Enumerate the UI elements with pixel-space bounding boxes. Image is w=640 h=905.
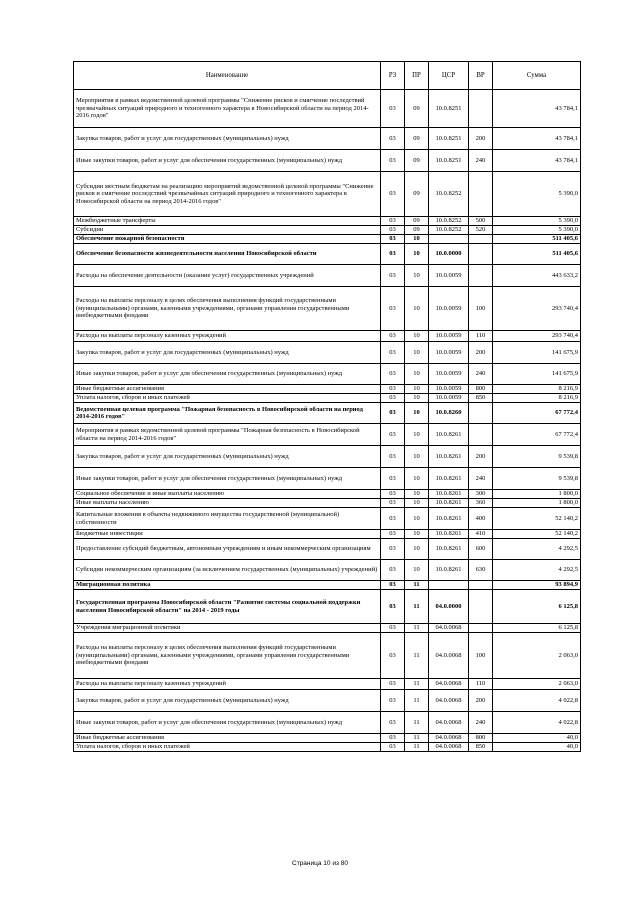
cell-rz: 03 bbox=[381, 244, 405, 265]
table-row bbox=[74, 590, 581, 624]
cell-sum: 40,0 bbox=[493, 743, 581, 752]
cell-vr: 100 bbox=[469, 633, 493, 679]
cell-name: Уплата налогов, сборов и иных платежей bbox=[74, 743, 381, 752]
cell-csr: 10.0.0059 bbox=[429, 364, 469, 385]
cell-pr: 10 bbox=[405, 530, 429, 539]
cell-vr bbox=[469, 581, 493, 590]
cell-rz: 03 bbox=[381, 690, 405, 712]
cell-name: Иные бюджетные ассигнования bbox=[74, 385, 381, 394]
table-row bbox=[74, 385, 581, 394]
cell-csr: 04.0.0068 bbox=[429, 743, 469, 752]
header-name: Наименование bbox=[74, 62, 381, 90]
cell-vr: 100 bbox=[469, 287, 493, 331]
cell-sum: 293 740,4 bbox=[493, 331, 581, 342]
cell-rz: 03 bbox=[381, 364, 405, 385]
cell-pr: 10 bbox=[405, 394, 429, 403]
cell-pr: 10 bbox=[405, 364, 429, 385]
cell-rz: 03 bbox=[381, 581, 405, 590]
cell-rz: 03 bbox=[381, 743, 405, 752]
cell-name: Субсидии bbox=[74, 226, 381, 235]
cell-pr: 10 bbox=[405, 468, 429, 490]
cell-sum: 511 405,6 bbox=[493, 244, 581, 265]
cell-vr: 240 bbox=[469, 468, 493, 490]
cell-pr: 10 bbox=[405, 560, 429, 581]
cell-name: Закупка товаров, работ и услуг для государственных (муниципальных) нужд bbox=[74, 690, 381, 712]
table-row bbox=[74, 468, 581, 490]
cell-sum: 2 063,0 bbox=[493, 679, 581, 690]
cell-pr: 11 bbox=[405, 690, 429, 712]
cell-rz: 03 bbox=[381, 734, 405, 743]
cell-vr: 600 bbox=[469, 539, 493, 560]
cell-vr bbox=[469, 265, 493, 287]
page-number: Страница 10 из 80 bbox=[292, 860, 348, 867]
cell-name: Расходы на выплаты персоналу в целях обеспечения выполнения функций государственными (муниципальными) органами, казенными учреждениями, органами управления государственными внебюджетными фондами bbox=[74, 633, 381, 679]
cell-csr: 10.0.8260 bbox=[429, 403, 469, 424]
cell-rz: 03 bbox=[381, 539, 405, 560]
cell-csr: 10.0.8261 bbox=[429, 446, 469, 468]
cell-sum: 40,0 bbox=[493, 734, 581, 743]
table-row bbox=[74, 287, 581, 331]
cell-rz: 03 bbox=[381, 265, 405, 287]
table-row bbox=[74, 508, 581, 530]
cell-name: Миграционная политика bbox=[74, 581, 381, 590]
cell-vr: 360 bbox=[469, 499, 493, 508]
table-body bbox=[74, 90, 581, 752]
cell-csr: 10.0.8251 bbox=[429, 128, 469, 150]
cell-vr: 110 bbox=[469, 679, 493, 690]
cell-vr bbox=[469, 403, 493, 424]
cell-csr bbox=[429, 235, 469, 244]
cell-name: Иные закупки товаров, работ и услуг для обеспечения государственных (муниципальных) нужд bbox=[74, 468, 381, 490]
cell-rz: 03 bbox=[381, 530, 405, 539]
cell-pr: 11 bbox=[405, 633, 429, 679]
cell-rz: 03 bbox=[381, 590, 405, 624]
cell-pr: 10 bbox=[405, 244, 429, 265]
cell-vr: 850 bbox=[469, 743, 493, 752]
cell-name: Иные выплаты населению bbox=[74, 499, 381, 508]
cell-csr: 10.0.8261 bbox=[429, 560, 469, 581]
cell-sum: 43 784,1 bbox=[493, 128, 581, 150]
cell-name: Мероприятия в рамках ведомственной целевой программы "Пожарная безопасность в Новосибирской области на период 2014-2016 годов" bbox=[74, 424, 381, 446]
cell-vr bbox=[469, 244, 493, 265]
table-row bbox=[74, 424, 581, 446]
table-row bbox=[74, 560, 581, 581]
table-row bbox=[74, 235, 581, 244]
cell-name: Государственная программа Новосибирской области "Развитие системы социальной поддержки населения Новосибирской области" на 2014 - 2019 годы bbox=[74, 590, 381, 624]
cell-sum: 2 063,0 bbox=[493, 633, 581, 679]
cell-vr: 410 bbox=[469, 530, 493, 539]
table-row bbox=[74, 331, 581, 342]
table-row bbox=[74, 90, 581, 128]
cell-pr: 10 bbox=[405, 385, 429, 394]
cell-csr: 10.0.8251 bbox=[429, 150, 469, 172]
cell-sum: 5 390,0 bbox=[493, 172, 581, 217]
header-sum: Сумма bbox=[493, 62, 581, 90]
table-row bbox=[74, 743, 581, 752]
cell-rz: 03 bbox=[381, 235, 405, 244]
cell-name: Обеспечение пожарной безопасности bbox=[74, 235, 381, 244]
cell-pr: 11 bbox=[405, 712, 429, 734]
cell-rz: 03 bbox=[381, 499, 405, 508]
cell-rz: 03 bbox=[381, 712, 405, 734]
cell-rz: 03 bbox=[381, 217, 405, 226]
cell-vr: 500 bbox=[469, 217, 493, 226]
cell-pr: 09 bbox=[405, 226, 429, 235]
cell-sum: 5 390,0 bbox=[493, 217, 581, 226]
table-row bbox=[74, 446, 581, 468]
cell-pr: 11 bbox=[405, 679, 429, 690]
cell-sum: 141 675,9 bbox=[493, 342, 581, 364]
cell-vr bbox=[469, 172, 493, 217]
cell-rz: 03 bbox=[381, 679, 405, 690]
table-row bbox=[74, 128, 581, 150]
cell-name: Субсидии некоммерческим организациям (за исключением государственных (муниципальных) учреждений) bbox=[74, 560, 381, 581]
cell-pr: 10 bbox=[405, 499, 429, 508]
cell-sum: 6 125,8 bbox=[493, 624, 581, 633]
cell-pr: 10 bbox=[405, 235, 429, 244]
cell-rz: 03 bbox=[381, 385, 405, 394]
cell-pr: 09 bbox=[405, 128, 429, 150]
cell-sum: 141 675,9 bbox=[493, 364, 581, 385]
cell-rz: 03 bbox=[381, 90, 405, 128]
cell-rz: 03 bbox=[381, 508, 405, 530]
cell-name: Закупка товаров, работ и услуг для государственных (муниципальных) нужд bbox=[74, 446, 381, 468]
table-row bbox=[74, 530, 581, 539]
cell-csr: 10.0.8252 bbox=[429, 226, 469, 235]
cell-rz: 03 bbox=[381, 624, 405, 633]
table-row bbox=[74, 490, 581, 499]
cell-pr: 10 bbox=[405, 490, 429, 499]
cell-csr: 04.0.0068 bbox=[429, 712, 469, 734]
cell-sum: 93 894,9 bbox=[493, 581, 581, 590]
cell-csr: 10.0.0059 bbox=[429, 385, 469, 394]
table-row bbox=[74, 226, 581, 235]
cell-csr: 04.0.0068 bbox=[429, 633, 469, 679]
cell-sum: 67 772,4 bbox=[493, 403, 581, 424]
cell-name: Иные закупки товаров, работ и услуг для обеспечения государственных (муниципальных) нужд bbox=[74, 364, 381, 385]
table-row bbox=[74, 712, 581, 734]
table-row bbox=[74, 217, 581, 226]
cell-csr: 10.0.0059 bbox=[429, 331, 469, 342]
cell-name: Предоставление субсидий бюджетным, автономным учреждениям и иным некоммерческим организациям bbox=[74, 539, 381, 560]
cell-rz: 03 bbox=[381, 150, 405, 172]
cell-vr: 240 bbox=[469, 712, 493, 734]
cell-vr: 110 bbox=[469, 331, 493, 342]
cell-vr: 300 bbox=[469, 490, 493, 499]
cell-vr: 630 bbox=[469, 560, 493, 581]
cell-sum: 511 405,6 bbox=[493, 235, 581, 244]
cell-name: Иные бюджетные ассигнования bbox=[74, 734, 381, 743]
cell-vr: 200 bbox=[469, 128, 493, 150]
cell-sum: 52 140,2 bbox=[493, 530, 581, 539]
cell-sum: 4 022,8 bbox=[493, 690, 581, 712]
table-row bbox=[74, 394, 581, 403]
table-row bbox=[74, 539, 581, 560]
cell-pr: 09 bbox=[405, 90, 429, 128]
table-row bbox=[74, 633, 581, 679]
cell-pr: 10 bbox=[405, 539, 429, 560]
cell-vr bbox=[469, 624, 493, 633]
cell-vr: 200 bbox=[469, 446, 493, 468]
cell-csr: 10.0.8252 bbox=[429, 172, 469, 217]
cell-rz: 03 bbox=[381, 403, 405, 424]
header-pr: ПР bbox=[405, 62, 429, 90]
cell-pr: 11 bbox=[405, 624, 429, 633]
cell-sum: 52 140,2 bbox=[493, 508, 581, 530]
cell-sum: 443 633,2 bbox=[493, 265, 581, 287]
cell-pr: 11 bbox=[405, 581, 429, 590]
cell-csr: 10.0.8261 bbox=[429, 499, 469, 508]
cell-csr: 10.0.0059 bbox=[429, 265, 469, 287]
cell-name: Обеспечение безопасности жизнедеятельности населения Новосибирской области bbox=[74, 244, 381, 265]
cell-sum: 5 390,0 bbox=[493, 226, 581, 235]
cell-vr: 400 bbox=[469, 508, 493, 530]
cell-pr: 09 bbox=[405, 217, 429, 226]
cell-name: Учреждения миграционной политики bbox=[74, 624, 381, 633]
cell-vr: 200 bbox=[469, 690, 493, 712]
table-row bbox=[74, 244, 581, 265]
cell-csr: 10.0.0059 bbox=[429, 287, 469, 331]
cell-sum: 4 022,8 bbox=[493, 712, 581, 734]
cell-csr: 10.0.8261 bbox=[429, 490, 469, 499]
cell-name: Уплата налогов, сборов и иных платежей bbox=[74, 394, 381, 403]
cell-sum: 6 125,8 bbox=[493, 590, 581, 624]
table-row bbox=[74, 265, 581, 287]
cell-pr: 10 bbox=[405, 508, 429, 530]
cell-rz: 03 bbox=[381, 394, 405, 403]
cell-rz: 03 bbox=[381, 172, 405, 217]
cell-vr: 240 bbox=[469, 150, 493, 172]
cell-pr: 09 bbox=[405, 172, 429, 217]
header-csr: ЦСР bbox=[429, 62, 469, 90]
cell-sum: 1 800,0 bbox=[493, 499, 581, 508]
table-row bbox=[74, 734, 581, 743]
table-row bbox=[74, 679, 581, 690]
cell-csr: 04.0.0068 bbox=[429, 624, 469, 633]
cell-sum: 8 216,9 bbox=[493, 394, 581, 403]
table-row bbox=[74, 150, 581, 172]
cell-rz: 03 bbox=[381, 331, 405, 342]
cell-csr: 10.0.0059 bbox=[429, 342, 469, 364]
cell-sum: 43 784,1 bbox=[493, 150, 581, 172]
table-row bbox=[74, 624, 581, 633]
cell-name: Закупка товаров, работ и услуг для государственных (муниципальных) нужд bbox=[74, 128, 381, 150]
cell-name: Бюджетные инвестиции bbox=[74, 530, 381, 539]
cell-pr: 11 bbox=[405, 590, 429, 624]
table-row bbox=[74, 172, 581, 217]
cell-pr: 10 bbox=[405, 265, 429, 287]
cell-pr: 10 bbox=[405, 446, 429, 468]
cell-pr: 10 bbox=[405, 403, 429, 424]
cell-name: Иные закупки товаров, работ и услуг для обеспечения государственных (муниципальных) нужд bbox=[74, 150, 381, 172]
cell-csr: 10.0.8261 bbox=[429, 539, 469, 560]
cell-rz: 03 bbox=[381, 128, 405, 150]
cell-csr: 04.0.0000 bbox=[429, 590, 469, 624]
table-row bbox=[74, 342, 581, 364]
cell-vr bbox=[469, 424, 493, 446]
cell-vr: 800 bbox=[469, 385, 493, 394]
table-row bbox=[74, 690, 581, 712]
cell-pr: 09 bbox=[405, 150, 429, 172]
cell-csr: 10.0.0059 bbox=[429, 394, 469, 403]
cell-name: Расходы на выплаты персоналу в целях обеспечения выполнения функций государственными (муниципальными) органами, казенными учреждениями, органами управления государственными внебюджетными фондами bbox=[74, 287, 381, 331]
cell-csr: 10.0.8251 bbox=[429, 90, 469, 128]
cell-pr: 11 bbox=[405, 743, 429, 752]
cell-vr: 520 bbox=[469, 226, 493, 235]
table-row bbox=[74, 581, 581, 590]
cell-sum: 8 216,9 bbox=[493, 385, 581, 394]
cell-sum: 9 539,8 bbox=[493, 468, 581, 490]
cell-vr: 850 bbox=[469, 394, 493, 403]
cell-rz: 03 bbox=[381, 287, 405, 331]
table-row bbox=[74, 499, 581, 508]
table-header-row bbox=[74, 62, 581, 90]
cell-vr bbox=[469, 590, 493, 624]
cell-rz: 03 bbox=[381, 468, 405, 490]
header-rz: РЗ bbox=[381, 62, 405, 90]
cell-sum: 293 740,4 bbox=[493, 287, 581, 331]
cell-name: Капитальные вложения в объекты недвижимого имущества государственной (муниципальной) собственности bbox=[74, 508, 381, 530]
cell-csr: 10.0.8261 bbox=[429, 468, 469, 490]
cell-csr: 10.0.8261 bbox=[429, 530, 469, 539]
cell-name: Ведомственная целевая программа "Пожарная безопасность в Новосибирской области на период 2014-2016 годов" bbox=[74, 403, 381, 424]
cell-name: Социальное обеспечение и иные выплаты населению bbox=[74, 490, 381, 499]
header-vr: ВР bbox=[469, 62, 493, 90]
cell-sum: 4 292,5 bbox=[493, 539, 581, 560]
cell-vr bbox=[469, 90, 493, 128]
table-row bbox=[74, 403, 581, 424]
cell-sum: 43 784,1 bbox=[493, 90, 581, 128]
cell-name: Мероприятия в рамках ведомственной целевой программы "Снижение рисков и смягчение последствий чрезвычайных ситуаций природного и техногенного характера в Новосибирской области на период 2014-2016 годов" bbox=[74, 90, 381, 128]
table-row bbox=[74, 364, 581, 385]
cell-pr: 10 bbox=[405, 424, 429, 446]
cell-pr: 10 bbox=[405, 331, 429, 342]
cell-sum: 67 772,4 bbox=[493, 424, 581, 446]
cell-vr: 240 bbox=[469, 364, 493, 385]
cell-csr: 10.0.0000 bbox=[429, 244, 469, 265]
cell-rz: 03 bbox=[381, 490, 405, 499]
cell-sum: 4 292,5 bbox=[493, 560, 581, 581]
cell-rz: 03 bbox=[381, 342, 405, 364]
cell-name: Расходы на выплаты персоналу казенных учреждений bbox=[74, 331, 381, 342]
cell-name: Закупка товаров, работ и услуг для государственных (муниципальных) нужд bbox=[74, 342, 381, 364]
cell-vr: 200 bbox=[469, 342, 493, 364]
cell-vr bbox=[469, 235, 493, 244]
cell-csr: 10.0.8252 bbox=[429, 217, 469, 226]
cell-name: Субсидии местным бюджетам на реализацию мероприятий ведомственной целевой программы "Снижение рисков и смягчение последствий чрезвычайных ситуаций природного и техногенного характера в Новосибирской области на период 2014-2016 годов" bbox=[74, 172, 381, 217]
cell-rz: 03 bbox=[381, 633, 405, 679]
cell-sum: 9 539,8 bbox=[493, 446, 581, 468]
cell-rz: 03 bbox=[381, 226, 405, 235]
cell-csr: 04.0.0068 bbox=[429, 690, 469, 712]
cell-rz: 03 bbox=[381, 424, 405, 446]
cell-csr: 04.0.0068 bbox=[429, 679, 469, 690]
cell-pr: 11 bbox=[405, 734, 429, 743]
cell-name: Иные закупки товаров, работ и услуг для обеспечения государственных (муниципальных) нужд bbox=[74, 712, 381, 734]
cell-name: Межбюджетные трансферты bbox=[74, 217, 381, 226]
cell-csr bbox=[429, 581, 469, 590]
cell-rz: 03 bbox=[381, 446, 405, 468]
cell-pr: 10 bbox=[405, 287, 429, 331]
cell-csr: 10.0.8261 bbox=[429, 508, 469, 530]
cell-csr: 04.0.0068 bbox=[429, 734, 469, 743]
cell-rz: 03 bbox=[381, 560, 405, 581]
cell-sum: 1 800,0 bbox=[493, 490, 581, 499]
cell-csr: 10.0.8261 bbox=[429, 424, 469, 446]
cell-name: Расходы на выплаты персоналу казенных учреждений bbox=[74, 679, 381, 690]
cell-pr: 10 bbox=[405, 342, 429, 364]
cell-vr: 800 bbox=[469, 734, 493, 743]
cell-name: Расходы на обеспечение деятельности (оказание услуг) государственных учреждений bbox=[74, 265, 381, 287]
budget-table bbox=[73, 61, 581, 752]
